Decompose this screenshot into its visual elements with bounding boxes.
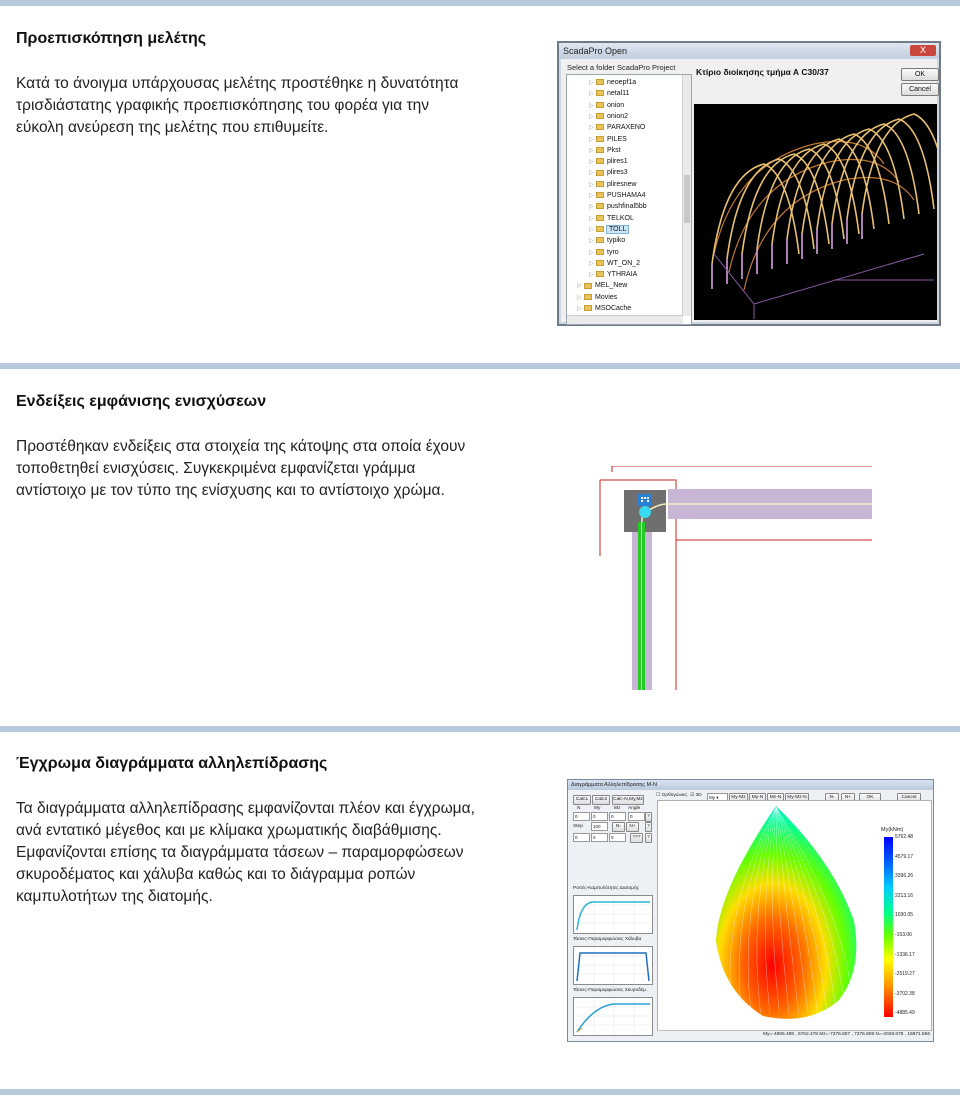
- mz-input[interactable]: 0: [609, 812, 626, 821]
- folder-item[interactable]: [589, 100, 624, 111]
- folder-icon: [596, 226, 604, 232]
- folder-name: neoepf1a: [607, 79, 637, 86]
- expand-arrow-icon[interactable]: ▷: [589, 204, 594, 211]
- section-divider-2: [0, 363, 960, 369]
- folder-icon: [596, 124, 604, 130]
- folder-icon: [596, 158, 604, 164]
- expand-arrow-icon[interactable]: ▷: [589, 170, 594, 177]
- folder-icon: [596, 271, 604, 277]
- folder-icon: [596, 79, 604, 85]
- expand-arrow-icon[interactable]: ▷: [589, 136, 594, 143]
- folder-icon: [584, 283, 592, 289]
- expand-arrow-icon[interactable]: ▷: [589, 159, 594, 166]
- steel-stress-strain-title: Τάσεις-Παραμορφώσεις Χάλυβα: [573, 937, 642, 942]
- folder-item[interactable]: [589, 134, 627, 145]
- expand-arrow-icon[interactable]: ▷: [589, 238, 594, 245]
- folder-item[interactable]: [589, 235, 625, 246]
- folder-name: PILES: [607, 135, 627, 143]
- folder-icon: [596, 181, 604, 187]
- folder-name: MEL_New: [595, 282, 628, 290]
- scadapro-open-dialog: [557, 41, 941, 326]
- n-minus-button[interactable]: N-: [825, 793, 839, 803]
- folder-name: typiko: [607, 237, 626, 245]
- folder-name: PARAXENO: [607, 124, 646, 132]
- colorbar-tick-label: -4885.49: [895, 1010, 915, 1017]
- section-body-interaction: Τα διαγράμματα αλληλεπίδρασης εμφανίζονται πλέον και έγχρωμα, ανά εντατικό μέγεθος και με κλίμακα χρωματικής διαβάθμισης. Εμφανίζονται επίσης τα διαγράμματα τάσεων – παραμορφώσεων σκυροδέματος και χάλυβα καθώς και το διάγραμμα ροπών καμπυλοτήτων της διατομής.: [16, 800, 475, 905]
- section-heading-preview: Προεπισκόπηση μελέτης: [16, 30, 207, 47]
- n-plus-button[interactable]: N+: [841, 793, 855, 803]
- window-title: Διαγράμματα Αλληλεπίδρασης M-N: [568, 780, 933, 790]
- folder-icon: [596, 90, 604, 96]
- folder-name: pliresnew: [607, 180, 637, 188]
- dialog-body: [561, 59, 937, 322]
- ok-button-2[interactable]: OK: [859, 793, 881, 803]
- ok-button[interactable]: OK: [901, 68, 939, 81]
- folder-name: plires3: [607, 169, 628, 177]
- expand-arrow-icon[interactable]: ▷: [589, 125, 594, 132]
- plan-view-reinforcement: [598, 466, 872, 690]
- folder-icon: [596, 192, 604, 198]
- folder-item[interactable]: [589, 247, 619, 258]
- section-divider-top: [0, 0, 960, 6]
- step-label: Step: [573, 824, 583, 829]
- step-n-minus[interactable]: N-: [612, 822, 625, 832]
- header-angle: Angle: [628, 806, 641, 811]
- folder-item[interactable]: [589, 213, 634, 224]
- axis-combo-value: My: [709, 795, 715, 800]
- tree-vertical-scrollbar[interactable]: [682, 75, 691, 316]
- compute-button[interactable]: ???: [630, 833, 643, 843]
- folder-name: PUSHAMA4: [607, 192, 646, 199]
- folder-icon: [596, 260, 604, 266]
- orthogonal-checkbox[interactable]: ☐ Ορθογώνιες: [656, 793, 688, 798]
- tree-horizontal-scrollbar[interactable]: [567, 315, 683, 324]
- folder-item[interactable]: [589, 179, 637, 190]
- folder-icon: [596, 237, 604, 243]
- folder-name: tyro: [607, 248, 619, 256]
- colorbar-tick-label: -153.06: [895, 932, 912, 938]
- folder-name: plires1: [607, 158, 628, 166]
- color-scale-bar: [884, 837, 893, 1017]
- section-body-reinforcement: Προστέθηκαν ενδείξεις στα στοιχεία της κάτοψης στα οποία έχουν τοποθετηθεί ενισχύσεις. Συγκεκριμένα εμφανίζεται γράμμα αντίστοιχο με τον τύπο της ενίσχυσης και το αντίστοιχο χρώμα.: [16, 438, 466, 499]
- 3d-structure-preview: [694, 104, 937, 320]
- cancel-button[interactable]: Cancel: [901, 83, 939, 96]
- expand-arrow-icon[interactable]: ▷: [589, 226, 594, 233]
- folder-item[interactable]: [589, 145, 621, 156]
- section-heading-interaction: Έγχρωμα διαγράμματα αλληλεπίδρασης: [16, 755, 328, 772]
- colorbar-label: My(kNm): [881, 827, 904, 833]
- expand-arrow-icon[interactable]: ▷: [589, 272, 594, 279]
- axis-combo[interactable]: My ▾: [707, 793, 728, 802]
- folder-name: onion2: [607, 112, 629, 120]
- folder-item[interactable]: [589, 269, 637, 280]
- moment-curvature-title: Ροπές-Καμπυλότητες Διατομής: [573, 886, 639, 891]
- folder-name: Pkst: [607, 146, 621, 154]
- expand-arrow-icon[interactable]: ▷: [589, 181, 594, 188]
- expand-arrow-icon[interactable]: ▷: [589, 80, 594, 86]
- expand-arrow-icon[interactable]: ▷: [589, 260, 594, 267]
- folder-icon: [596, 136, 604, 142]
- folder-name: pushfinal5bb: [607, 203, 647, 211]
- folder-name: YTHRAIA: [607, 271, 638, 279]
- expand-arrow-icon[interactable]: ▷: [589, 147, 594, 154]
- folder-name: TELKOL: [607, 214, 634, 222]
- folder-item[interactable]: [589, 122, 645, 133]
- folder-name: netal11: [607, 90, 630, 98]
- arched-structure-render: [694, 104, 937, 320]
- my-mz-button[interactable]: My-Mz: [729, 793, 748, 803]
- folder-item[interactable]: [589, 77, 636, 88]
- expand-arrow-icon[interactable]: ▷: [589, 102, 594, 109]
- folder-item[interactable]: [589, 111, 628, 122]
- expand-arrow-icon[interactable]: ▷: [589, 215, 594, 222]
- folder-icon: [596, 203, 604, 209]
- concrete-stress-strain-chart: [573, 997, 653, 1036]
- folder-icon: [596, 147, 604, 153]
- folder-item[interactable]: [589, 190, 646, 201]
- calc2-button[interactable]: Calc2: [592, 795, 610, 805]
- folder-icon: [584, 294, 592, 300]
- status-bar: My=-4885.489 , 5762.478 Mz=-7376.807 , 7376.808 N=-4028.678 , 16871.556: [657, 1030, 930, 1039]
- close-button[interactable]: X: [910, 45, 936, 56]
- folder-name: WT_ON_2: [607, 259, 641, 267]
- select-folder-label: Select a folder ScadaPro Project: [567, 63, 676, 72]
- expand-arrow-icon[interactable]: ▷: [589, 193, 594, 199]
- expand-arrow-icon[interactable]: ▷: [577, 294, 582, 301]
- folder-name: onion: [607, 101, 625, 109]
- header-n: N: [577, 806, 581, 811]
- n-input[interactable]: 0: [573, 812, 590, 821]
- root-folder-item[interactable]: [577, 303, 631, 314]
- folder-item[interactable]: [589, 258, 640, 269]
- 3d-checkbox[interactable]: ☑ 3D: [690, 793, 702, 798]
- expand-arrow-icon[interactable]: ▷: [577, 306, 582, 312]
- reinforcement-marker-icon: [638, 494, 652, 506]
- my-input[interactable]: 0: [591, 812, 608, 821]
- colorbar-tick-label: 3396.26: [895, 873, 914, 880]
- folder-icon: [596, 113, 604, 119]
- folder-item[interactable]: [589, 167, 628, 178]
- steel-stress-strain-chart: [573, 946, 653, 985]
- moment-curvature-chart: [573, 895, 653, 934]
- folder-icon: [596, 102, 604, 108]
- calc-nmymz-button[interactable]: Calc-N,My,Mz: [612, 795, 644, 805]
- n-input-2[interactable]: 0: [573, 833, 590, 842]
- folder-name: TOLL: [609, 225, 627, 233]
- section-body-preview: Κατά το άνοιγμα υπάρχουσας μελέτης προστέθηκε η δυνατότητα τρισδιάστατης γραφικής προεπισκόπησης του φορέα για την εύκολη ανεύρεση της μελέτης που επιθυμείτε.: [16, 75, 459, 136]
- step-n-plus[interactable]: N+: [626, 822, 639, 832]
- cancel-button-2[interactable]: Cancel: [897, 793, 921, 803]
- my-mz-n-button[interactable]: My-Mz-N: [785, 793, 809, 803]
- folder-tree[interactable]: [566, 74, 692, 325]
- interaction-diagram-window: [567, 779, 934, 1042]
- reinforcement-node[interactable]: [639, 506, 651, 518]
- colorbar-tick-label: -3702.38: [895, 990, 915, 997]
- calc1-button[interactable]: Calc1: [573, 795, 591, 805]
- folder-name: MSOCache: [595, 305, 632, 312]
- expand-arrow-icon[interactable]: ▷: [577, 283, 582, 290]
- folder-icon: [596, 170, 604, 176]
- folder-item[interactable]: [589, 156, 628, 167]
- section-divider-3: [0, 726, 960, 732]
- my-input-2[interactable]: 0: [591, 833, 608, 842]
- root-folder-item[interactable]: [577, 292, 617, 303]
- help-button-3[interactable]: ?: [645, 833, 652, 843]
- my-n-button[interactable]: My-N: [749, 793, 766, 803]
- folder-item[interactable]: [589, 201, 647, 212]
- mz-input-2[interactable]: 0: [609, 833, 626, 842]
- concrete-stress-strain-title: Τάσεις-Παραμορφώσεις Σκυροδέμ.: [573, 988, 648, 993]
- expand-arrow-icon[interactable]: ▷: [589, 113, 594, 120]
- orthogonal-label: Ορθογώνιες: [661, 793, 688, 798]
- header-mz: Mz: [614, 806, 621, 811]
- folder-name: Movies: [595, 293, 618, 301]
- mz-n-button[interactable]: Mz-N: [767, 793, 784, 803]
- root-folder-item[interactable]: [577, 280, 627, 291]
- folder-icon: [596, 249, 604, 255]
- angle-input[interactable]: 0: [628, 812, 645, 821]
- folder-item[interactable]: [589, 88, 629, 99]
- colorbar-tick-label: 2213.16: [895, 892, 914, 899]
- colorbar-tick-label: 4579.17: [895, 853, 914, 860]
- expand-arrow-icon[interactable]: ▷: [589, 91, 594, 98]
- section-heading-reinforcement: Ενδείξεις εμφάνισης ενισχύσεων: [16, 393, 267, 410]
- preview-title: Κτίριο διοίκησης τμήμα Α C30/37: [696, 67, 829, 77]
- colorbar-tick-label: -2519.27: [895, 971, 915, 978]
- help-button-1[interactable]: ?: [645, 812, 652, 822]
- folder-item[interactable]: [589, 224, 628, 235]
- help-button-2[interactable]: ?: [645, 822, 652, 832]
- section-divider-bottom: [0, 1089, 960, 1095]
- colorbar-tick-label: 5762.48: [895, 834, 914, 840]
- expand-arrow-icon[interactable]: ▷: [589, 249, 594, 256]
- colorbar-tick-label: -1336.17: [895, 951, 915, 958]
- colorbar-tick-label: 1030.05: [895, 912, 914, 919]
- header-my: My: [594, 806, 601, 811]
- 3d-label: 3D: [695, 793, 702, 798]
- folder-icon: [596, 215, 604, 221]
- step-input[interactable]: 100: [591, 822, 608, 831]
- folder-icon: [584, 305, 592, 311]
- dialog-title: ScadaPro Open: [559, 43, 939, 59]
